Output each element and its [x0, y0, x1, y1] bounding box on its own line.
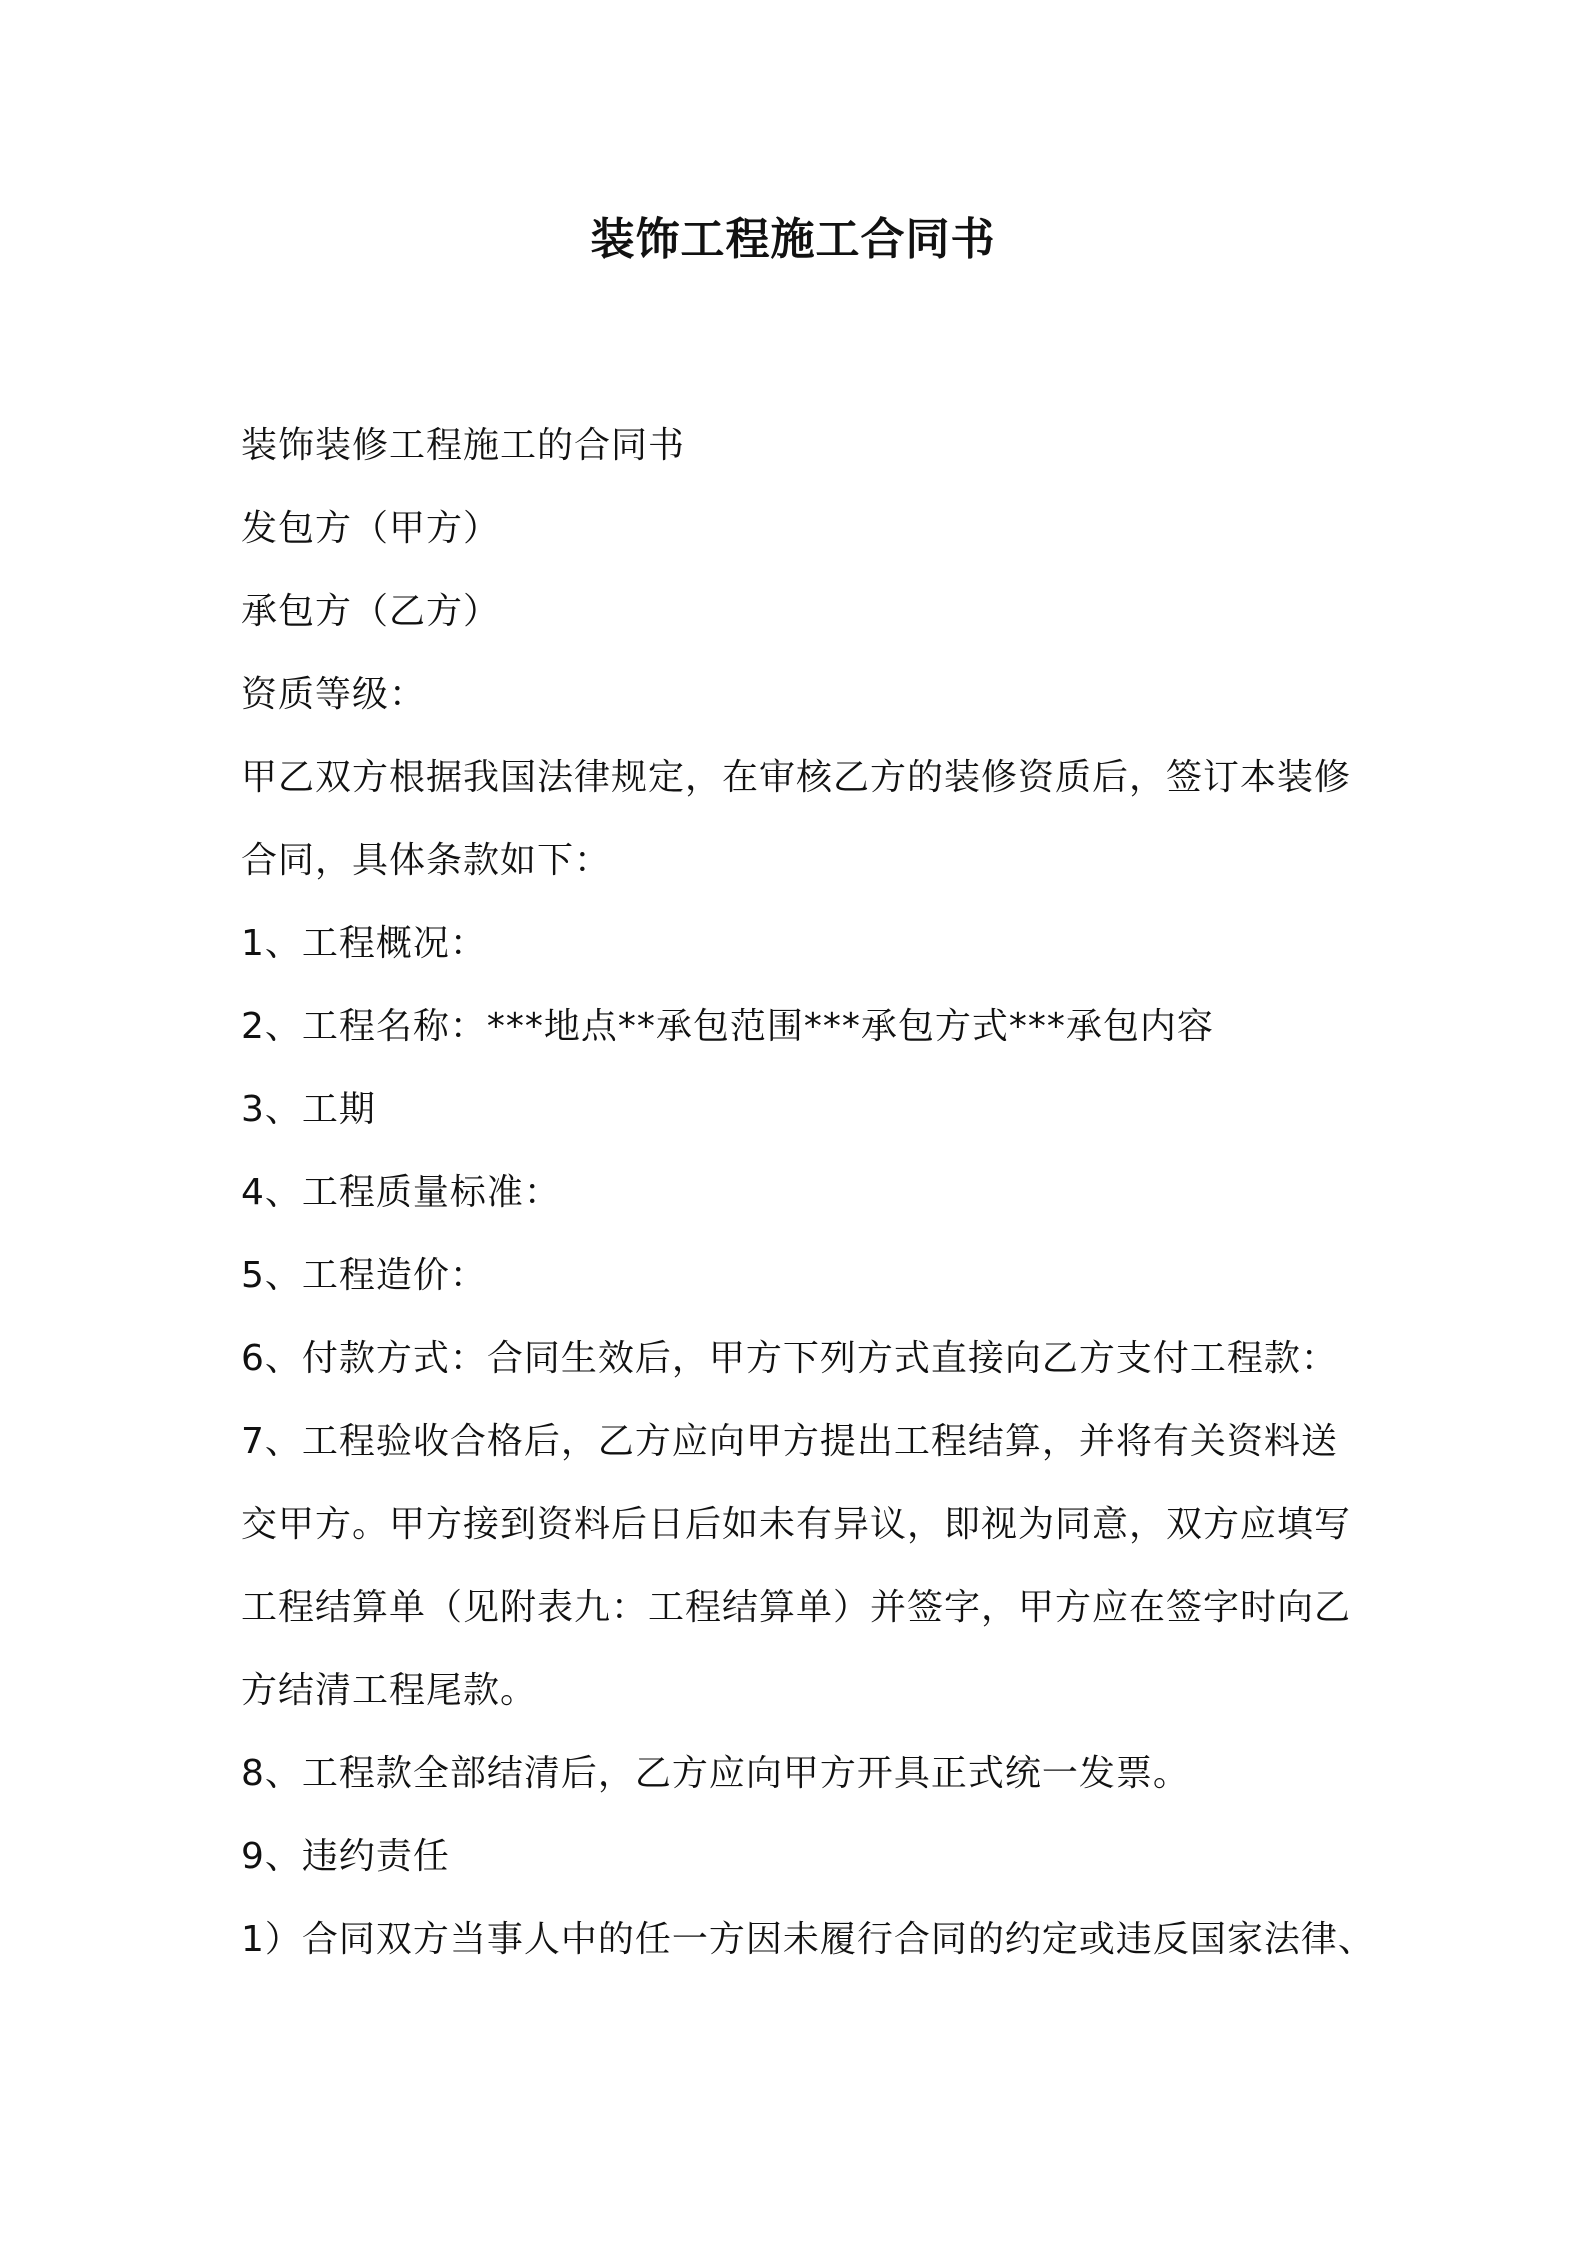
text-line: 3、工期 — [241, 1089, 376, 1130]
text-line: 合同，具体条款如下： — [241, 840, 612, 881]
text-line: 工程结算单（见附表九：工程结算单）并签字，甲方应在签字时向乙 — [241, 1587, 1352, 1628]
text-line: 7、工程验收合格后，乙方应向甲方提出工程结算，并将有关资料送 — [241, 1421, 1338, 1462]
text-line: 方结清工程尾款。 — [241, 1670, 538, 1711]
text-line: 4、工程质量标准： — [241, 1172, 561, 1213]
text-line: 资质等级： — [241, 674, 427, 715]
text-line: 2、工程名称：***地点**承包范围***承包方式***承包内容 — [241, 1006, 1214, 1047]
text-line: 承包方（乙方） — [241, 591, 501, 632]
text-line: 1、工程概况： — [241, 923, 487, 964]
document-title: 装饰工程施工合同书 — [590, 214, 996, 265]
text-line: 1）合同双方当事人中的任一方因未履行合同的约定或违反国家法律、 — [241, 1919, 1375, 1960]
text-line: 甲乙双方根据我国法律规定，在审核乙方的装修资质后，签订本装修 — [241, 757, 1352, 798]
text-line: 6、付款方式：合同生效后，甲方下列方式直接向乙方支付工程款： — [241, 1338, 1338, 1379]
text-line: 9、违约责任 — [241, 1836, 450, 1877]
text-line: 5、工程造价： — [241, 1255, 487, 1296]
text-line: 交甲方。甲方接到资料后日后如未有异议，即视为同意，双方应填写 — [241, 1504, 1352, 1545]
text-line: 8、工程款全部结清后，乙方应向甲方开具正式统一发票。 — [241, 1753, 1190, 1794]
document-body — [241, 404, 1381, 1981]
text-line: 装饰装修工程施工的合同书 — [241, 425, 686, 466]
text-line: 发包方（甲方） — [241, 508, 501, 549]
